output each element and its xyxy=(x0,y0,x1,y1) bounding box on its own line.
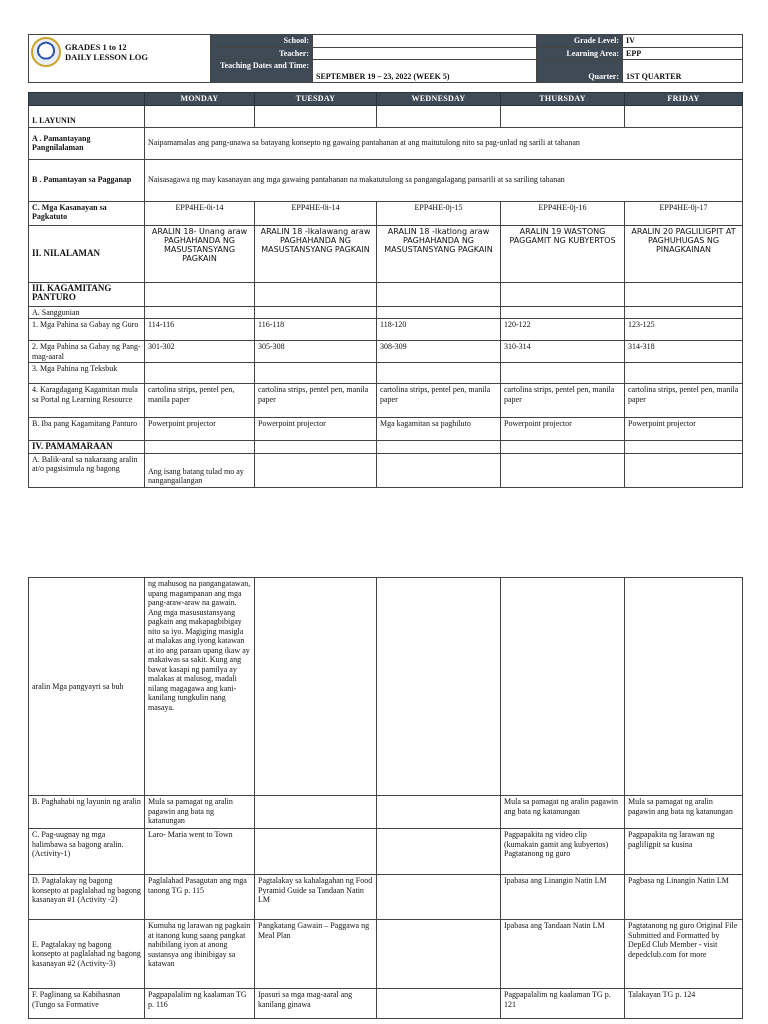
cell xyxy=(377,306,501,319)
nilalaman-thursday: ARALIN 19 WASTONG PAGGAMIT NG KUBYERTOS xyxy=(501,225,625,282)
pamamaraan-label: IV. PAMAMARAAN xyxy=(29,441,145,454)
gabay-mag-aaral-tuesday: 305-308 xyxy=(255,341,377,363)
iba-pang-friday: Powerpoint projector xyxy=(625,418,743,441)
cell xyxy=(145,363,255,384)
cell xyxy=(377,282,501,306)
deped-seal-icon xyxy=(31,37,61,67)
karagdagang-friday: cartolina strips, pentel pen, manila paper xyxy=(625,384,743,418)
paglinang-monday: Pagpapalalim ng kaalaman TG p. 116 xyxy=(145,989,255,1019)
nilalaman-tuesday: ARALIN 18 -Ikalawang araw PAGHAHANDA NG MASUSTANSYANG PAGKAIN xyxy=(255,225,377,282)
karagdagang-wednesday: cartolina strips, pentel pen, manila paper xyxy=(377,384,501,418)
gabay-mag-aaral-monday: 301-302 xyxy=(145,341,255,363)
nilalaman-wednesday: ARALIN 18 -Ikatlong araw PAGHAHANDA NG MASUSTANSYANG PAGKAIN xyxy=(377,225,501,282)
gabay-guro-monday: 114-116 xyxy=(145,319,255,341)
iba-pang-tuesday: Powerpoint projector xyxy=(255,418,377,441)
pamantayan-sa-pagganap-value: Naisasagawa ng may kasanayan ang mga gawaing pantahanan na makatutulong sa pangangalagang pansarili at sa sariling tahanan xyxy=(145,159,743,201)
paglinang-label: F. Paglinang sa Kabihasnan (Tungo sa Formative xyxy=(29,989,145,1019)
cell xyxy=(255,282,377,306)
paghahabi-monday: Mula sa pamagat ng aralin pagawin ang bata ng katanungan xyxy=(145,796,255,829)
day-header-wednesday: WEDNESDAY xyxy=(377,93,501,106)
pagtalakay1-monday: Paglalahad Pasagutan ang mga tanong TG p. 115 xyxy=(145,875,255,920)
teaching-dates-value: SEPTEMBER 19 – 23, 2022 (WEEK 5) xyxy=(313,60,537,83)
karagdagang-thursday: cartolina strips, pentel pen, manila paper xyxy=(501,384,625,418)
gabay-guro-wednesday: 118-120 xyxy=(377,319,501,341)
gabay-mag-aaral-label: 2. Mga Pahina sa Gabay ng Pang-mag-aaral xyxy=(29,341,145,363)
balik-aral-label: A. Balik-aral sa nakaraang aralin at/o pagsisimula ng bagong xyxy=(29,453,145,487)
day-header-thursday: THURSDAY xyxy=(501,93,625,106)
pag-uugnay-monday: Laro- Maria went to Town xyxy=(145,829,255,875)
cell xyxy=(145,306,255,319)
pagtalakay1-label: D. Pagtalakay ng bagong konsepto at paglalahad ng bagong kasanayan #1 (Activity -2) xyxy=(29,875,145,920)
cell xyxy=(501,441,625,454)
kasanayan-monday: EPP4HE-0i-14 xyxy=(145,201,255,225)
kasanayan-label: C. Mga Kasanayan sa Pagkatuto xyxy=(29,201,145,225)
paghahabi-friday: Mula sa pamagat ng aralin pagawin ang bata ng katanungan xyxy=(625,796,743,829)
school-value xyxy=(313,35,537,48)
kasanayan-thursday: EPP4HE-0j-16 xyxy=(501,201,625,225)
day-header-monday: MONDAY xyxy=(145,93,255,106)
quarter-value: 1ST QUARTER xyxy=(623,60,743,83)
day-header-tuesday: TUESDAY xyxy=(255,93,377,106)
cell xyxy=(377,363,501,384)
pag-uugnay-friday: Pagpapakita ng larawan ng pagliligpit sa kusina xyxy=(625,829,743,875)
paglinang-thursday: Pagpapalalim ng kaalaman TG p. 121 xyxy=(501,989,625,1019)
cell xyxy=(145,282,255,306)
gabay-guro-friday: 123-125 xyxy=(625,319,743,341)
learning-area-label: Learning Area: xyxy=(537,47,623,60)
karagdagang-tuesday: cartolina strips, pentel pen, manila paper xyxy=(255,384,377,418)
pagtalakay1-friday: Pagbasa ng Linangin Natin LM xyxy=(625,875,743,920)
logo-title-line2: DAILY LESSON LOG xyxy=(65,52,148,62)
pamantayan-sa-pagganap-label: B . Pamantayan sa Pagganap xyxy=(29,159,145,201)
pagtalakay2-label: E. Pagtalakay ng bagong konsepto at paglalahad ng bagong kasanayan #2 (Activity-3) xyxy=(29,920,145,989)
lesson-table-page2 xyxy=(28,577,743,1019)
aralin-label: aralin Mga pangyayri sa buh xyxy=(29,578,145,796)
cell xyxy=(501,282,625,306)
cell xyxy=(255,453,377,487)
pagtalakay2-monday: Kumuha ng larawan ng pagkain at itanong kung saang pangkat nabibilang iyon at anong sustansya ang ibinibigay sa katawan xyxy=(145,920,255,989)
paghahabi-wednesday xyxy=(377,796,501,829)
gabay-mag-aaral-wednesday: 308-309 xyxy=(377,341,501,363)
nilalaman-label: II. NILALAMAN xyxy=(29,225,145,282)
iba-pang-wednesday: Mga kagamitan sa paghiluto xyxy=(377,418,501,441)
gabay-mag-aaral-friday: 314-318 xyxy=(625,341,743,363)
day-header-empty xyxy=(29,93,145,106)
cell xyxy=(255,441,377,454)
teaching-dates-label: Teaching Dates and Time: xyxy=(211,60,313,83)
pamantayang-pangnilalaman-label: A . Pamantayang Pangnilalaman xyxy=(29,127,145,159)
cell xyxy=(625,578,743,796)
day-header-friday: FRIDAY xyxy=(625,93,743,106)
cell xyxy=(501,105,625,127)
iba-pang-kagamitan-label: B. Iba pang Kagamitang Panturo xyxy=(29,418,145,441)
pagtalakay2-thursday: Ipabasa ang Tandaan Natin LM xyxy=(501,920,625,989)
gabay-guro-thursday: 120-122 xyxy=(501,319,625,341)
iba-pang-monday: Powerpoint projector xyxy=(145,418,255,441)
logo-cell xyxy=(29,35,211,83)
paglinang-tuesday: Ipasuri sa mga mag-aaral ang kanilang ginawa xyxy=(255,989,377,1019)
cell xyxy=(255,306,377,319)
cell xyxy=(501,363,625,384)
cell xyxy=(501,578,625,796)
cell xyxy=(145,441,255,454)
logo-title-line1: GRADES 1 to 12 xyxy=(65,42,127,52)
gabay-guro-label: 1. Mga Pahina sa Gabay ng Guro xyxy=(29,319,145,341)
pag-uugnay-tuesday xyxy=(255,829,377,875)
karagdagang-monday: cartolina strips, pentel pen, manila paper xyxy=(145,384,255,418)
cell xyxy=(377,105,501,127)
cell xyxy=(255,105,377,127)
cell xyxy=(625,282,743,306)
cell xyxy=(255,363,377,384)
paglinang-friday: Talakayan TG p. 124 xyxy=(625,989,743,1019)
cell xyxy=(501,306,625,319)
kasanayan-friday: EPP4HE-0j-17 xyxy=(625,201,743,225)
iba-pang-thursday: Powerpoint projector xyxy=(501,418,625,441)
lesson-table-page1 xyxy=(28,92,743,488)
cell xyxy=(377,453,501,487)
cell xyxy=(625,453,743,487)
pamantayang-pangnilalaman-value: Naipamamalas ang pang-unawa sa batayang konsepto ng gawaing pantahanan at ang maitutulong nito sa pag-unlad ng sarili at tahanan xyxy=(145,127,743,159)
kasanayan-tuesday: EPP4HE-0i-14 xyxy=(255,201,377,225)
cell xyxy=(145,105,255,127)
paghahabi-label: B. Paghahabi ng layunin ng aralin xyxy=(29,796,145,829)
kasanayan-wednesday: EPP4HE-0j-15 xyxy=(377,201,501,225)
cell xyxy=(377,578,501,796)
balik-aral-monday: Ang isang batang tulad mo ay nangangailangan xyxy=(145,453,255,487)
paghahabi-tuesday xyxy=(255,796,377,829)
gabay-mag-aaral-thursday: 310-314 xyxy=(501,341,625,363)
pagtalakay1-tuesday: Pagtalakay sa kahalagahan ng Food Pyramid Guide sa Tandaan Natin LM xyxy=(255,875,377,920)
sanggunian-label: A. Sanggunian xyxy=(29,306,145,319)
teacher-value xyxy=(313,47,537,60)
cell xyxy=(255,578,377,796)
learning-area-value: EPP xyxy=(623,47,743,60)
aralin-monday: ng mahusog na pangangatawan, upang magampanan ang mga pang-araw-araw na gawain. Ang mga masusustansyang pagkain ang makapagbibigay nito sa iyo. Magiging masigla at malakas ang iyong katawan at ito ang paraan upang ikaw ay makaiwas sa sakit. Kung ang bawat kasapi ng pamilya ay malakas at malusog, madali nilang magagawa ang kani-kanilang tungkulin nang masaya. xyxy=(145,578,255,796)
pagtalakay2-tuesday: Pangkatang Gawain – Paggawa ng Meal Plan xyxy=(255,920,377,989)
gabay-guro-tuesday: 116-118 xyxy=(255,319,377,341)
grade-level-label: Grade Level: xyxy=(537,35,623,48)
cell xyxy=(501,453,625,487)
karagdagang-kagamitan-label: 4. Karagdagang Kagamitan mula sa Portal ng Learning Resource xyxy=(29,384,145,418)
school-label: School: xyxy=(211,35,313,48)
cell xyxy=(625,441,743,454)
cell xyxy=(625,105,743,127)
teksbuk-label: 3. Mga Pahina ng Teksbuk xyxy=(29,363,145,384)
pagtalakay2-wednesday xyxy=(377,920,501,989)
pagtalakay1-thursday: Ipabasa ang Linangin Natin LM xyxy=(501,875,625,920)
paghahabi-thursday: Mula sa pamagat ng aralin pagawin ang bata ng katanungan xyxy=(501,796,625,829)
nilalaman-monday: ARALIN 18- Unang araw PAGHAHANDA NG MASUSTANSYANG PAGKAIN xyxy=(145,225,255,282)
cell xyxy=(625,306,743,319)
kagamitang-panturo-label: III. KAGAMITANG PANTURO xyxy=(29,282,145,306)
teacher-label: Teacher: xyxy=(211,47,313,60)
pag-uugnay-label: C. Pag-uugnay ng mga halimbawa sa bagong aralin. (Activity-1) xyxy=(29,829,145,875)
cell xyxy=(625,363,743,384)
paglinang-wednesday xyxy=(377,989,501,1019)
header-table xyxy=(28,34,743,83)
cell xyxy=(377,441,501,454)
pagtalakay2-friday: Pagtatanong ng guro Original File Submitted and Formatted by DepEd Club Member - visit depedclub.com for more xyxy=(625,920,743,989)
nilalaman-friday: ARALIN 20 PAGLILIGPIT AT PAGHUHUGAS NG PINAGKAINAN xyxy=(625,225,743,282)
layunin-label: I. LAYUNIN xyxy=(29,105,145,127)
quarter-label: Quarter: xyxy=(537,60,623,83)
grade-level-value: IV xyxy=(623,35,743,48)
pag-uugnay-thursday: Pagpapakita ng video clip (kumakain gamit ang kubyertos) Pagtatanong ng guro xyxy=(501,829,625,875)
pag-uugnay-wednesday xyxy=(377,829,501,875)
pagtalakay1-wednesday xyxy=(377,875,501,920)
